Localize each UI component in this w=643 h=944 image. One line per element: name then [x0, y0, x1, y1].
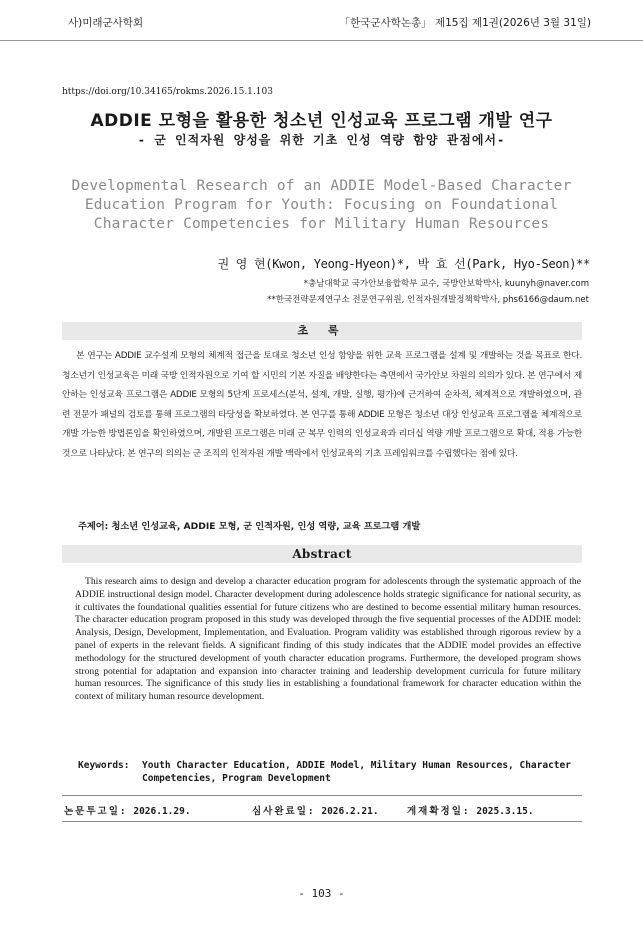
korean-abstract-body: 본 연구는 ADDIE 교수설계 모형의 체계적 접근을 토대로 청소년 인성 함양을 위한 교육 프로그램을 설계 및 개발하는 것을 목표로 한다. 청소년기 인성교육은 미래 국방 인적자원으로 기여 할 시민의 기본 자질을 배양한다는 측면에서 국가안보 차원의 의의가 있다. 본 연구에서 제안하는 인성교육 프로그램은 ADDIE 모형의 5단계 프로세스(분석, 설계, 개발, 실행, 평가)에 근거하여 순차적, 체계적으로 개발하였으며, 관련 전문가 패널의 검토를 통해 프로그램의 타당성을 확보하였다. 본 연구를 통해 ADDIE 모형은 청소년 대상 인성교육 프로그램을 체계적으로 개발 가능한 방법론임을 확인하였으며, 개발된 프로그램은 미래 군 복무 인력의 인성교육과 리더십 역량 개발 프로그램으로 확대, 적용 가능한 것으로 나타났다. 본 연구의 의의는 군 조직의 인적자원 개발 맥락에서 인성교육의 기초 프레임워크를 수립했다는 점에 있다.	[62, 351, 582, 459]
date-reviewed: 심사완료일: 2026.2.21.	[252, 806, 379, 817]
page-number: - 103 -	[298, 887, 345, 900]
date-submitted: 논문투고일: 2026.1.29.	[64, 806, 191, 817]
english-keywords	[78, 759, 583, 785]
date-accepted: 게재확정일: 2025.3.15.	[407, 806, 534, 817]
running-header	[0, 0, 643, 41]
korean-keywords: 주제어: 청소년 인성교육, ADDIE 모형, 군 인적자원, 인성 역량, 교육 프로그램 개발	[78, 521, 421, 532]
keywords-label: Keywords:	[78, 760, 130, 771]
keywords-text: Youth Character Education, ADDIE Model, Military Human Resources, Character Competencies, Program Development	[142, 760, 571, 784]
society-name: 사)미래군사학회	[68, 17, 144, 29]
affiliation-1: *충남대학교 국가안보융합학부 교수, 국방안보학박사, kuunyh@naver.com	[303, 279, 589, 289]
author-line: 권 영 현(Kwon, Yeong-Hyeon)*, 박 효 선(Park, Hyo-Seon)**	[217, 257, 590, 271]
title-korean: ADDIE 모형을 활용한 청소년 인성교육 프로그램 개발 연구	[90, 111, 553, 131]
title-english: Developmental Research of an ADDIE Model-Based Character Education Program for Youth: Focusing on Foundational Character Competencies for Military Human Resources	[71, 178, 572, 232]
subtitle-korean: - 군 인적자원 양성을 위한 기초 인성 역량 함양 관점에서-	[137, 133, 506, 147]
journal-citation: 「한국군사학논총」 제15집 제1권(2026년 3월 31일)	[339, 17, 591, 29]
affiliation-2: **한국전략문제연구소 전문연구위원, 인적자원개발정책학박사, phs6166@daum.net	[267, 295, 589, 305]
doi-link[interactable]: https://doi.org/10.34165/rokms.2026.15.1.103	[62, 87, 273, 97]
english-abstract-body: This research aims to design and develop a character education program for adolescents through the systematic approach of the ADDIE instructional design model. Character development during adolescence holds strategic significance for national security, as it cultivates the foundational qualities essential for future citizens who are destined to become essential military human resources. The character education program proposed in this study was developed through the five sequential processes of the ADDIE model: Analysis, Design, Development, Implementation, and Evaluation. Program validity was established through rigorous review by a panel of experts in the relevant fields. A significant finding of this study indicates that the ADDIE model provides an effective methodology for the structured development of youth character education programs. Furthermore, the developed program shows strong potential for adaptation and expansion into character training and leadership development curricula for future military human resources. The significance of this study lies in establishing a foundational framework for character education within the context of military human resource development.	[75, 576, 581, 703]
english-abstract-heading: Abstract	[62, 545, 582, 563]
submission-dates	[62, 795, 582, 822]
korean-abstract-heading: 초 록	[62, 322, 582, 340]
